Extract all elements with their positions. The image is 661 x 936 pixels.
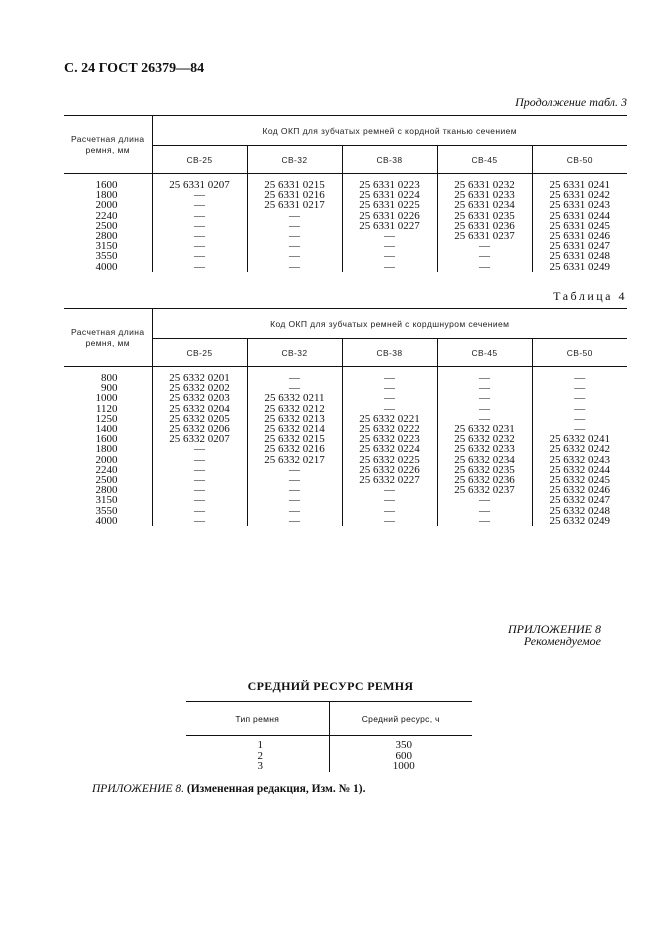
table-row [64,262,627,272]
okp-code-cell: — [437,404,532,414]
okp-code-cell: 25 6331 0226 [342,211,437,221]
okp-code-cell: 25 6332 0232 [437,434,532,444]
okp-code-cell: — [342,383,437,393]
belt-type-cell: 2 [186,751,329,762]
table-row [64,465,627,475]
okp-code-cell: 25 6332 0215 [247,434,342,444]
resource-cell: 350 [395,739,412,751]
okp-code-cell: 25 6332 0213 [247,414,342,424]
okp-code-cell: — [437,393,532,403]
okp-code-cell: — [437,367,532,384]
resource-cell: 1000 [392,760,415,772]
length-cell: 4000 [64,262,152,272]
okp-code-cell: — [247,485,342,495]
length-cell: 1000 [64,393,152,403]
okp-code-cell: — [437,414,532,424]
okp-code-cell: 25 6332 0203 [152,393,247,403]
table-row [64,211,627,221]
okp-code-cell: — [152,506,247,516]
table-row [64,383,627,393]
okp-code-cell: 25 6332 0242 [549,443,611,456]
length-cell: 1800 [64,444,152,454]
length-cell: 2800 [64,485,152,495]
table-row [64,404,627,414]
section-header: СВ-50 [566,347,593,358]
okp-code-cell: — [342,495,437,505]
okp-code-cell: — [342,404,437,414]
okp-code-cell: 25 6331 0235 [437,211,532,221]
okp-code-cell: 25 6331 0225 [342,200,437,210]
okp-code-cell: 25 6332 0207 [152,434,247,444]
okp-group-header: Код ОКП для зубчатых ремней с кордшнуром сечением [152,309,627,339]
table-row [64,231,627,241]
okp-code-cell: — [152,200,247,210]
okp-code-cell: 25 6332 0247 [549,494,611,507]
appendix-label [508,623,601,647]
table-row [64,424,627,434]
okp-code-cell: — [247,506,342,516]
okp-code-cell: 25 6331 0232 [437,174,532,191]
okp-code-cell: — [152,516,247,526]
okp-code-cell: — [342,262,437,272]
okp-code-cell: 25 6332 0212 [247,404,342,414]
okp-code-cell: — [247,367,342,384]
okp-code-cell: — [247,465,342,475]
length-cell: 2000 [64,455,152,465]
okp-group-header: Код ОКП для зубчатых ремней с кордной тканью сечением [152,116,627,146]
okp-code-cell: — [437,495,532,505]
okp-code-cell: 25 6332 0248 [549,504,611,517]
okp-code-cell: 25 6332 0234 [437,455,532,465]
okp-code-cell: — [152,211,247,221]
length-cell: 3150 [64,241,152,251]
okp-code-cell: — [342,231,437,241]
table4 [64,308,627,526]
okp-code-cell: — [247,495,342,505]
table-row [64,367,627,384]
table-row [64,434,627,444]
okp-code-cell: — [342,506,437,516]
okp-code-cell: 25 6332 0221 [342,414,437,424]
okp-code-cell: 25 6331 0233 [437,190,532,200]
length-cell: 800 [64,367,152,384]
okp-code-cell: 25 6332 0245 [549,474,611,487]
length-cell: 3550 [64,506,152,516]
length-cell: 3150 [64,495,152,505]
okp-code-cell: — [342,241,437,251]
okp-code-cell: — [247,221,342,231]
okp-code-cell: 25 6331 0246 [549,230,611,243]
okp-code-cell: 25 6331 0237 [437,231,532,241]
section-header: СВ-45 [437,339,532,367]
okp-code-cell: 25 6332 0222 [342,424,437,434]
okp-code-cell: 25 6332 0214 [247,424,342,434]
table-row [186,761,472,772]
table3-continuation-label: Продолжение табл. 3 [515,95,627,109]
okp-code-cell: — [247,211,342,221]
okp-code-cell: 25 6331 0217 [247,200,342,210]
table-row [186,751,472,762]
section-header: СВ-50 [566,154,593,165]
okp-code-cell: — [152,444,247,454]
okp-code-cell: 25 6332 0227 [342,475,437,485]
table-row [64,475,627,485]
table-row [64,444,627,454]
appendix-title: СРЕДНИЙ РЕСУРС РЕМНЯ [247,679,414,693]
length-cell: 1600 [64,434,152,444]
okp-code-cell: 25 6332 0249 [549,514,611,527]
okp-code-cell: 25 6332 0243 [549,453,611,466]
okp-code-cell: 25 6331 0245 [549,219,611,232]
section-header: СВ-45 [437,146,532,174]
okp-code-cell: — [152,475,247,485]
table-row [64,506,627,516]
okp-code-cell: — [437,251,532,261]
okp-code-cell: — [437,262,532,272]
okp-code-cell: 25 6332 0224 [342,444,437,454]
okp-code-cell: 25 6332 0231 [437,424,532,434]
okp-code-cell: — [152,241,247,251]
section-header: СВ-25 [152,339,247,367]
belt-type-cell: 3 [186,761,329,772]
okp-code-cell: 25 6332 0233 [437,444,532,454]
okp-code-cell: — [437,241,532,251]
okp-code-cell: 25 6332 0246 [549,484,611,497]
resource-table [186,701,472,772]
okp-code-cell: — [152,231,247,241]
table-row [186,736,472,751]
table-row [64,200,627,210]
table-row [64,414,627,424]
table-row [64,251,627,261]
table3 [64,115,627,272]
belt-type-header: Тип ремня [186,702,329,736]
table4-caption: Таблица 4 [553,289,627,303]
okp-code-cell: 25 6331 0223 [342,174,437,191]
okp-code-cell: 25 6332 0241 [549,433,611,446]
length-header: Расчетная длина ремня, мм [64,116,152,174]
okp-code-cell: 25 6331 0247 [549,240,611,253]
okp-code-cell: — [247,262,342,272]
okp-code-cell: — [574,392,586,405]
table-row [64,241,627,251]
okp-code-cell: — [152,251,247,261]
okp-code-cell: 25 6332 0201 [152,367,247,384]
okp-code-cell: 25 6332 0223 [342,434,437,444]
okp-code-cell: 25 6331 0207 [152,174,247,191]
length-cell: 1120 [64,404,152,414]
okp-code-cell: 25 6332 0217 [247,455,342,465]
okp-code-cell: — [247,231,342,241]
length-cell: 2800 [64,231,152,241]
okp-code-cell: 25 6332 0244 [549,463,611,476]
okp-code-cell: 25 6332 0216 [247,444,342,454]
section-header: СВ-32 [247,339,342,367]
section-header: СВ-32 [247,146,342,174]
okp-code-cell: 25 6331 0227 [342,221,437,231]
section-header: СВ-25 [152,146,247,174]
okp-code-cell: — [152,485,247,495]
okp-code-cell: — [247,516,342,526]
okp-code-cell: — [342,393,437,403]
okp-code-cell: — [247,475,342,485]
okp-code-cell: — [152,465,247,475]
okp-code-cell: 25 6332 0204 [152,404,247,414]
okp-code-cell: — [342,367,437,384]
table-row [64,485,627,495]
table-row [64,455,627,465]
table-row [64,393,627,403]
table-row [64,221,627,231]
okp-code-cell: 25 6332 0236 [437,475,532,485]
okp-code-cell: — [437,516,532,526]
section-header: СВ-38 [342,339,437,367]
page-header: С. 24 ГОСТ 26379—84 [64,61,205,76]
table-row [64,174,627,191]
okp-code-cell: 25 6331 0249 [549,260,611,273]
length-cell: 2240 [64,211,152,221]
resource-cell: 600 [395,749,412,762]
resource-header: Средний ресурс, ч [329,702,472,736]
okp-code-cell: 25 6331 0216 [247,190,342,200]
length-cell: 4000 [64,516,152,526]
okp-code-cell: 25 6332 0226 [342,465,437,475]
length-cell: 1250 [64,414,152,424]
okp-code-cell: — [574,423,586,436]
okp-code-cell: — [437,506,532,516]
okp-code-cell: — [342,485,437,495]
okp-code-cell: — [342,516,437,526]
okp-code-cell: 25 6332 0202 [152,383,247,393]
okp-code-cell: — [152,190,247,200]
length-header: Расчетная длина ремня, мм [64,309,152,367]
belt-type-cell: 1 [186,736,329,751]
okp-code-cell: — [247,241,342,251]
length-cell: 3550 [64,251,152,261]
length-cell: 2500 [64,475,152,485]
okp-code-cell: — [574,412,586,425]
table-row [64,190,627,200]
okp-code-cell: — [342,251,437,261]
footnote [92,783,366,795]
okp-code-cell: — [247,251,342,261]
okp-code-cell: 25 6331 0224 [342,190,437,200]
okp-code-cell: 25 6332 0237 [437,485,532,495]
okp-code-cell: — [574,382,586,395]
appendix-status: Рекомендуемое [523,634,601,648]
okp-code-cell: 25 6332 0205 [152,414,247,424]
okp-code-cell: — [247,383,342,393]
okp-code-cell: 25 6331 0234 [437,200,532,210]
okp-code-cell: 25 6331 0243 [549,199,611,212]
length-cell: 1400 [64,424,152,434]
okp-code-cell: 25 6332 0211 [247,393,342,403]
okp-code-cell: 25 6332 0206 [152,424,247,434]
length-cell: 1800 [64,190,152,200]
okp-code-cell: 25 6331 0236 [437,221,532,231]
okp-code-cell: 25 6331 0241 [549,179,611,191]
okp-code-cell: 25 6331 0242 [549,189,611,202]
appendix-number: ПРИЛОЖЕНИЕ 8 [508,622,601,636]
okp-code-cell: 25 6332 0235 [437,465,532,475]
okp-code-cell: — [152,455,247,465]
okp-code-cell: 25 6332 0225 [342,455,437,465]
okp-code-cell: — [152,221,247,231]
length-cell: 2240 [64,465,152,475]
okp-code-cell: — [152,262,247,272]
okp-code-cell: — [574,402,586,415]
okp-code-cell: 25 6331 0248 [549,250,611,263]
okp-code-cell: 25 6331 0244 [549,209,611,222]
length-cell: 2500 [64,221,152,231]
section-header: СВ-38 [342,146,437,174]
okp-code-cell: — [574,372,586,384]
length-cell: 1600 [64,174,152,191]
table-row [64,495,627,505]
footnote-label: ПРИЛОЖЕНИЕ 8. [92,783,184,795]
okp-code-cell: 25 6331 0215 [247,174,342,191]
footnote-text: (Измененная редакция, Изм. № 1). [186,783,366,795]
okp-code-cell: — [152,495,247,505]
length-cell: 900 [64,383,152,393]
length-cell: 2000 [64,200,152,210]
table-row [64,516,627,526]
okp-code-cell: — [437,383,532,393]
